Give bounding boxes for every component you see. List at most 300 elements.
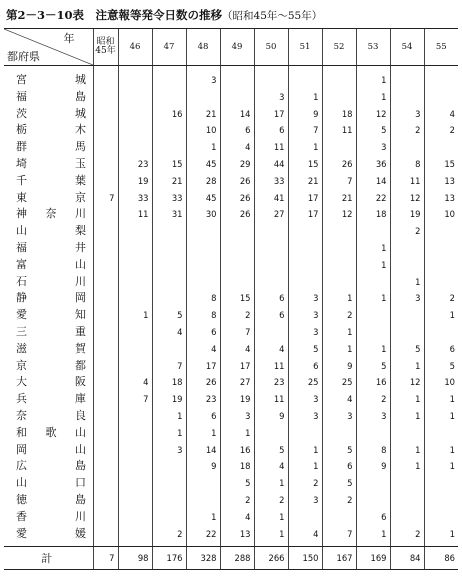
count-cell: 5 — [356, 122, 390, 139]
prefecture-name: 茨 城 — [16, 106, 86, 120]
count-cell: 10 — [424, 206, 458, 223]
count-cell: 1 — [424, 458, 458, 475]
count-cell: 22 — [186, 526, 220, 547]
count-cell — [118, 475, 152, 492]
prefecture-name: 愛 知 — [16, 308, 86, 322]
prefecture-name: 徳 島 — [16, 492, 86, 506]
count-cell — [254, 257, 288, 274]
count-cell: 5 — [322, 475, 356, 492]
count-cell: 26 — [322, 156, 356, 173]
count-cell: 45 — [186, 156, 220, 173]
table-row — [4, 526, 458, 547]
count-cell — [152, 66, 186, 89]
count-cell: 15 — [288, 156, 322, 173]
table-row — [4, 122, 458, 139]
count-cell: 6 — [322, 458, 356, 475]
count-cell: 1 — [186, 425, 220, 442]
prefecture-name: 千 葉 — [16, 173, 86, 187]
count-cell: 23 — [254, 374, 288, 391]
count-cell — [220, 66, 254, 89]
count-cell — [424, 66, 458, 89]
count-cell — [152, 274, 186, 291]
count-cell: 4 — [186, 341, 220, 358]
count-cell: 1 — [118, 307, 152, 324]
count-cell: 1 — [390, 274, 424, 291]
count-cell: 9 — [356, 458, 390, 475]
table-row — [4, 509, 458, 526]
total-cell: 86 — [424, 547, 458, 570]
count-cell — [93, 509, 118, 526]
pref-label: 都府県 — [7, 50, 40, 63]
count-cell: 8 — [356, 442, 390, 459]
count-cell — [424, 475, 458, 492]
prefecture-name: 山 口 — [16, 476, 86, 490]
count-cell — [220, 274, 254, 291]
count-cell: 2 — [254, 492, 288, 509]
count-cell: 7 — [288, 122, 322, 139]
count-cell: 1 — [288, 89, 322, 106]
count-cell — [93, 290, 118, 307]
count-cell: 7 — [322, 173, 356, 190]
count-cell: 1 — [424, 408, 458, 425]
count-cell: 25 — [288, 374, 322, 391]
count-cell — [118, 408, 152, 425]
count-cell: 5 — [152, 307, 186, 324]
count-cell: 4 — [220, 139, 254, 156]
table-row — [4, 425, 458, 442]
count-cell: 5 — [390, 341, 424, 358]
notice-days-table — [4, 28, 458, 570]
count-cell — [390, 475, 424, 492]
count-cell: 7 — [93, 190, 118, 207]
count-cell — [186, 223, 220, 240]
count-cell — [356, 324, 390, 341]
count-cell: 1 — [186, 139, 220, 156]
title-main: 第2－3－10表 注意報等発令日数の推移 — [6, 8, 223, 22]
count-cell — [220, 257, 254, 274]
count-cell: 19 — [390, 206, 424, 223]
count-cell: 16 — [220, 442, 254, 459]
total-cell: 176 — [152, 547, 186, 570]
prefecture-name: 奈 良 — [16, 408, 86, 422]
count-cell: 7 — [152, 358, 186, 375]
count-cell: 23 — [118, 156, 152, 173]
count-cell: 5 — [356, 358, 390, 375]
prefecture-name: 静 岡 — [16, 291, 86, 305]
count-cell — [288, 257, 322, 274]
table-row — [4, 274, 458, 291]
count-cell: 36 — [356, 156, 390, 173]
count-cell — [288, 240, 322, 257]
count-cell: 1 — [186, 509, 220, 526]
table-row — [4, 374, 458, 391]
count-cell: 9 — [254, 408, 288, 425]
count-cell: 29 — [220, 156, 254, 173]
year-header-45-label: 昭和 45年 — [95, 36, 116, 56]
prefecture-name: 福 井 — [16, 240, 86, 254]
count-cell: 22 — [356, 190, 390, 207]
count-cell — [152, 223, 186, 240]
count-cell — [93, 66, 118, 89]
year-header: 54 — [390, 29, 424, 66]
total-cell: 328 — [186, 547, 220, 570]
count-cell: 6 — [186, 408, 220, 425]
count-cell: 3 — [186, 66, 220, 89]
count-cell: 14 — [220, 106, 254, 123]
year-header: 55 — [424, 29, 458, 66]
count-cell: 15 — [220, 290, 254, 307]
total-cell: 150 — [288, 547, 322, 570]
count-cell — [93, 307, 118, 324]
count-cell: 17 — [288, 190, 322, 207]
count-cell: 1 — [254, 509, 288, 526]
prefecture-name: 和 歌 山 — [16, 425, 86, 439]
table-row — [4, 190, 458, 207]
year-header: 51 — [288, 29, 322, 66]
count-cell — [93, 492, 118, 509]
count-cell — [118, 257, 152, 274]
count-cell: 21 — [152, 173, 186, 190]
count-cell: 1 — [254, 475, 288, 492]
count-cell: 3 — [322, 408, 356, 425]
count-cell — [93, 274, 118, 291]
count-cell: 2 — [288, 475, 322, 492]
count-cell: 6 — [220, 122, 254, 139]
count-cell: 28 — [186, 173, 220, 190]
table-row — [4, 408, 458, 425]
count-cell — [356, 307, 390, 324]
count-cell — [390, 425, 424, 442]
count-cell — [118, 492, 152, 509]
count-cell — [322, 425, 356, 442]
count-cell: 9 — [322, 358, 356, 375]
prefecture-name: 香 川 — [16, 509, 86, 523]
count-cell: 18 — [322, 106, 356, 123]
count-cell — [93, 240, 118, 257]
count-cell — [390, 139, 424, 156]
count-cell: 2 — [356, 391, 390, 408]
count-cell: 16 — [356, 374, 390, 391]
count-cell — [254, 274, 288, 291]
count-cell: 12 — [390, 190, 424, 207]
count-cell: 11 — [322, 122, 356, 139]
count-cell: 26 — [220, 190, 254, 207]
count-cell — [152, 458, 186, 475]
prefecture-name: 三 重 — [16, 324, 86, 338]
count-cell — [152, 492, 186, 509]
total-cell: 266 — [254, 547, 288, 570]
count-cell: 1 — [322, 341, 356, 358]
year-label: 年 — [63, 32, 75, 45]
year-header: 48 — [186, 29, 220, 66]
count-cell — [220, 223, 254, 240]
table-row — [4, 240, 458, 257]
count-cell: 1 — [356, 89, 390, 106]
count-cell — [254, 240, 288, 257]
count-cell: 4 — [322, 391, 356, 408]
count-cell: 4 — [424, 106, 458, 123]
count-cell: 2 — [152, 526, 186, 547]
count-cell — [322, 89, 356, 106]
prefecture-name: 福 島 — [16, 89, 86, 103]
count-cell: 2 — [424, 290, 458, 307]
count-cell — [186, 274, 220, 291]
prefecture-name: 岡 山 — [16, 442, 86, 456]
prefecture-name: 宮 城 — [16, 73, 86, 86]
count-cell — [390, 509, 424, 526]
count-cell: 2 — [220, 492, 254, 509]
count-cell: 17 — [220, 358, 254, 375]
count-cell: 9 — [288, 106, 322, 123]
count-cell — [186, 475, 220, 492]
count-cell — [424, 240, 458, 257]
count-cell — [186, 492, 220, 509]
count-cell: 6 — [424, 341, 458, 358]
count-cell: 8 — [186, 307, 220, 324]
count-cell — [152, 89, 186, 106]
header-row — [4, 29, 458, 66]
table-row — [4, 492, 458, 509]
count-cell: 8 — [186, 290, 220, 307]
count-cell: 14 — [186, 442, 220, 459]
count-cell: 17 — [186, 358, 220, 375]
title-sub: （昭和45年～55年） — [222, 10, 323, 22]
count-cell — [93, 257, 118, 274]
count-cell — [93, 106, 118, 123]
total-cell: 84 — [390, 547, 424, 570]
count-cell: 4 — [220, 509, 254, 526]
count-cell: 27 — [254, 206, 288, 223]
count-cell: 26 — [186, 374, 220, 391]
count-cell: 3 — [390, 290, 424, 307]
count-cell — [390, 324, 424, 341]
count-cell — [322, 274, 356, 291]
count-cell: 1 — [356, 66, 390, 89]
count-cell: 3 — [288, 307, 322, 324]
count-cell — [322, 509, 356, 526]
table-row — [4, 257, 458, 274]
count-cell — [118, 324, 152, 341]
count-cell: 2 — [220, 307, 254, 324]
count-cell — [254, 223, 288, 240]
count-cell: 6 — [254, 122, 288, 139]
count-cell: 10 — [186, 122, 220, 139]
count-cell: 6 — [254, 307, 288, 324]
count-cell — [322, 240, 356, 257]
count-cell — [288, 509, 322, 526]
count-cell: 21 — [288, 173, 322, 190]
count-cell: 4 — [152, 324, 186, 341]
year-header: 50 — [254, 29, 288, 66]
count-cell — [93, 324, 118, 341]
table-row — [4, 391, 458, 408]
table-row — [4, 358, 458, 375]
count-cell: 1 — [356, 257, 390, 274]
total-cell: 167 — [322, 547, 356, 570]
count-cell: 1 — [288, 458, 322, 475]
count-cell: 6 — [254, 290, 288, 307]
table-row — [4, 66, 458, 89]
count-cell — [254, 324, 288, 341]
count-cell: 12 — [356, 106, 390, 123]
count-cell: 3 — [356, 139, 390, 156]
prefecture-name: 山 梨 — [16, 224, 86, 238]
year-header: 49 — [220, 29, 254, 66]
count-cell: 27 — [220, 374, 254, 391]
count-cell: 3 — [288, 408, 322, 425]
count-cell: 14 — [356, 173, 390, 190]
count-cell — [118, 106, 152, 123]
count-cell — [93, 475, 118, 492]
count-cell: 1 — [424, 391, 458, 408]
count-cell: 1 — [356, 526, 390, 547]
count-cell — [356, 274, 390, 291]
count-cell: 1 — [424, 442, 458, 459]
count-cell — [118, 290, 152, 307]
count-cell — [424, 89, 458, 106]
count-cell: 6 — [356, 509, 390, 526]
count-cell — [93, 442, 118, 459]
count-cell — [186, 89, 220, 106]
prefecture-name: 大 阪 — [16, 375, 86, 389]
count-cell — [118, 458, 152, 475]
count-cell: 11 — [390, 173, 424, 190]
count-cell — [93, 122, 118, 139]
count-cell: 3 — [288, 492, 322, 509]
count-cell — [118, 425, 152, 442]
count-cell: 5 — [220, 475, 254, 492]
count-cell: 3 — [288, 391, 322, 408]
count-cell: 30 — [186, 206, 220, 223]
count-cell: 1 — [254, 526, 288, 547]
count-cell — [356, 425, 390, 442]
count-cell — [93, 223, 118, 240]
count-cell — [152, 257, 186, 274]
count-cell: 13 — [220, 526, 254, 547]
table-row — [4, 307, 458, 324]
count-cell — [118, 240, 152, 257]
table-row — [4, 341, 458, 358]
count-cell: 1 — [220, 425, 254, 442]
prefecture-name: 愛 媛 — [4, 526, 93, 547]
count-cell — [118, 223, 152, 240]
prefecture-name: 栃 木 — [16, 123, 86, 137]
count-cell — [118, 122, 152, 139]
count-cell: 21 — [186, 106, 220, 123]
count-cell: 1 — [356, 290, 390, 307]
count-cell — [152, 240, 186, 257]
year-header: 46 — [118, 29, 152, 66]
count-cell: 3 — [288, 290, 322, 307]
count-cell: 1 — [356, 341, 390, 358]
count-cell — [220, 240, 254, 257]
count-cell: 8 — [390, 156, 424, 173]
count-cell: 5 — [288, 341, 322, 358]
count-cell — [93, 89, 118, 106]
count-cell — [118, 442, 152, 459]
count-cell: 11 — [254, 139, 288, 156]
count-cell — [220, 89, 254, 106]
count-cell: 17 — [288, 206, 322, 223]
count-cell — [152, 341, 186, 358]
count-cell: 15 — [152, 156, 186, 173]
count-cell — [424, 509, 458, 526]
total-cell: 169 — [356, 547, 390, 570]
count-cell — [254, 66, 288, 89]
total-cell: 288 — [220, 547, 254, 570]
count-cell: 45 — [186, 190, 220, 207]
prefecture-name: 京 都 — [16, 358, 86, 372]
count-cell: 41 — [254, 190, 288, 207]
table-row — [4, 290, 458, 307]
count-cell — [390, 257, 424, 274]
prefecture-name: 東 京 — [16, 190, 86, 204]
count-cell: 23 — [186, 391, 220, 408]
year-header: 52 — [322, 29, 356, 66]
count-cell: 7 — [322, 526, 356, 547]
count-cell: 18 — [220, 458, 254, 475]
year-header: 53 — [356, 29, 390, 66]
count-cell — [288, 66, 322, 89]
count-cell — [118, 341, 152, 358]
count-cell: 1 — [424, 307, 458, 324]
count-cell — [118, 89, 152, 106]
table-body — [4, 66, 458, 547]
count-cell: 19 — [220, 391, 254, 408]
count-cell: 2 — [424, 122, 458, 139]
total-row — [4, 547, 458, 570]
prefecture-name: 石 川 — [16, 274, 86, 288]
count-cell — [390, 89, 424, 106]
count-cell: 18 — [356, 206, 390, 223]
count-cell: 10 — [424, 374, 458, 391]
count-cell — [93, 341, 118, 358]
count-cell — [424, 223, 458, 240]
table-row — [4, 89, 458, 106]
count-cell — [152, 290, 186, 307]
count-cell: 12 — [390, 374, 424, 391]
count-cell — [424, 425, 458, 442]
count-cell: 5 — [322, 442, 356, 459]
count-cell: 31 — [152, 206, 186, 223]
table-row — [4, 173, 458, 190]
count-cell: 1 — [390, 408, 424, 425]
count-cell: 2 — [390, 122, 424, 139]
count-cell: 1 — [390, 358, 424, 375]
prefecture-name: 神 奈 川 — [16, 207, 86, 221]
count-cell: 1 — [390, 391, 424, 408]
count-cell — [93, 139, 118, 156]
total-cell: 98 — [118, 547, 152, 570]
count-cell — [152, 139, 186, 156]
count-cell: 1 — [288, 139, 322, 156]
table-row — [4, 223, 458, 240]
count-cell: 4 — [220, 341, 254, 358]
year-header: 47 — [152, 29, 186, 66]
year-header-45 — [93, 29, 118, 66]
count-cell: 1 — [152, 425, 186, 442]
count-cell — [424, 257, 458, 274]
prefecture-name: 兵 庫 — [16, 392, 86, 406]
count-cell — [322, 223, 356, 240]
count-cell — [93, 156, 118, 173]
count-cell — [118, 66, 152, 89]
count-cell: 12 — [322, 206, 356, 223]
count-cell — [424, 139, 458, 156]
count-cell: 5 — [424, 358, 458, 375]
count-cell — [424, 274, 458, 291]
count-cell: 2 — [390, 223, 424, 240]
